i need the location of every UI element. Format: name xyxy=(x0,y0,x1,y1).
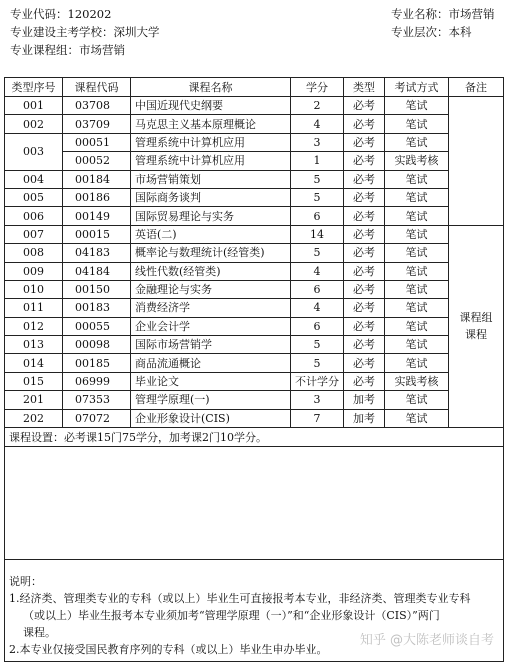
cell-credit: 2 xyxy=(291,97,344,115)
table-row xyxy=(5,152,504,170)
cell-credit: 7 xyxy=(291,409,344,427)
cell-code: 07072 xyxy=(63,409,131,427)
cell-name: 马克思主义基本原理概论 xyxy=(131,115,291,133)
cell-exam: 实践考核 xyxy=(385,372,449,390)
cell-seq: 010 xyxy=(5,280,63,298)
cell-code: 00184 xyxy=(63,170,131,188)
cell-exam: 笔试 xyxy=(385,299,449,317)
cell-type: 必考 xyxy=(344,317,385,335)
table-row xyxy=(5,225,504,243)
cell-exam: 笔试 xyxy=(385,133,449,151)
cell-name: 企业形象设计(CIS) xyxy=(131,409,291,427)
major-code: 专业代码：120202 xyxy=(10,7,112,21)
cell-exam: 笔试 xyxy=(385,354,449,372)
major-name: 专业名称：市场营销 xyxy=(391,7,495,21)
cell-name: 企业会计学 xyxy=(131,317,291,335)
table-row xyxy=(5,170,504,188)
cell-credit: 14 xyxy=(291,225,344,243)
cell-type: 必考 xyxy=(344,188,385,206)
table-header-row xyxy=(5,78,504,97)
table-row xyxy=(5,207,504,225)
cell-credit: 6 xyxy=(291,317,344,335)
cell-code: 06999 xyxy=(63,372,131,390)
cell-code: 03708 xyxy=(63,97,131,115)
remark-text-top: 课程组 xyxy=(459,311,493,325)
cell-name: 商品流通概论 xyxy=(131,354,291,372)
table-row xyxy=(5,115,504,133)
cell-type: 必考 xyxy=(344,152,385,170)
cell-exam: 笔试 xyxy=(385,280,449,298)
cell-credit: 不计学分 xyxy=(291,372,344,390)
cell-type: 必考 xyxy=(344,244,385,262)
cell-exam: 笔试 xyxy=(385,409,449,427)
cell-type: 必考 xyxy=(344,372,385,390)
cell-seq: 007 xyxy=(5,225,63,243)
cell-name: 国际市场营销学 xyxy=(131,336,291,354)
cell-exam: 笔试 xyxy=(385,391,449,409)
cell-name: 管理系统中计算机应用 xyxy=(131,152,291,170)
cell-name: 概率论与数理统计(经管类) xyxy=(131,244,291,262)
cell-exam: 笔试 xyxy=(385,336,449,354)
cell-credit: 4 xyxy=(291,299,344,317)
column-header: 学分 xyxy=(291,78,344,97)
cell-exam: 笔试 xyxy=(385,170,449,188)
column-header: 课程代码 xyxy=(63,78,131,97)
cell-code: 07353 xyxy=(63,391,131,409)
blank-area xyxy=(5,447,504,560)
cell-seq: 012 xyxy=(5,317,63,335)
table-row xyxy=(5,317,504,335)
major-level: 专业层次：本科 xyxy=(391,25,472,39)
cell-type: 必考 xyxy=(344,133,385,151)
table-row xyxy=(5,372,504,390)
cell-seq: 014 xyxy=(5,354,63,372)
notes-item-1-line-3: 课程。 xyxy=(23,626,56,640)
cell-name: 管理学原理(一) xyxy=(131,391,291,409)
notes-title: 说明： xyxy=(9,575,42,589)
cell-name: 中国近现代史纲要 xyxy=(131,97,291,115)
cell-exam: 笔试 xyxy=(385,115,449,133)
table-row xyxy=(5,280,504,298)
cell-code: 00186 xyxy=(63,188,131,206)
cell-credit: 4 xyxy=(291,262,344,280)
cell-seq: 013 xyxy=(5,336,63,354)
table-row xyxy=(5,133,504,151)
cell-name: 国际贸易理论与实务 xyxy=(131,207,291,225)
course-group: 专业课程组：市场营销 xyxy=(10,43,125,57)
table-row xyxy=(5,391,504,409)
column-header: 类型 xyxy=(344,78,385,97)
cell-credit: 6 xyxy=(291,280,344,298)
cell-name: 管理系统中计算机应用 xyxy=(131,133,291,151)
cell-exam: 笔试 xyxy=(385,97,449,115)
cell-exam: 笔试 xyxy=(385,207,449,225)
cell-name: 毕业论文 xyxy=(131,372,291,390)
cell-credit: 5 xyxy=(291,170,344,188)
cell-credit: 5 xyxy=(291,188,344,206)
cell-seq: 002 xyxy=(5,115,63,133)
cell-credit: 6 xyxy=(291,207,344,225)
cell-type: 必考 xyxy=(344,262,385,280)
cell-credit: 3 xyxy=(291,391,344,409)
column-header: 备注 xyxy=(449,78,504,97)
cell-seq: 009 xyxy=(5,262,63,280)
cell-credit: 5 xyxy=(291,354,344,372)
cell-type: 必考 xyxy=(344,299,385,317)
cell-name: 消费经济学 xyxy=(131,299,291,317)
cell-name: 市场营销策划 xyxy=(131,170,291,188)
cell-type: 必考 xyxy=(344,280,385,298)
cell-name: 线性代数(经管类) xyxy=(131,262,291,280)
remark-cell xyxy=(449,225,504,427)
cell-type: 必考 xyxy=(344,207,385,225)
cell-type: 必考 xyxy=(344,97,385,115)
cell-code: 00149 xyxy=(63,207,131,225)
cell-seq: 006 xyxy=(5,207,63,225)
blank-row xyxy=(5,447,504,560)
cell-seq: 202 xyxy=(5,409,63,427)
cell-code: 04184 xyxy=(63,262,131,280)
summary-row xyxy=(5,428,504,447)
notes-item-1-line-2: （或以上）毕业生报考本专业须加考“管理学原理（一）”和“企业形象设计（CIS）”两门 xyxy=(23,609,440,623)
cell-exam: 笔试 xyxy=(385,244,449,262)
cell-seq: 011 xyxy=(5,299,63,317)
cell-type: 加考 xyxy=(344,391,385,409)
cell-credit: 1 xyxy=(291,152,344,170)
course-summary: 课程设置：必考课15门75学分，加考课2门10学分。 xyxy=(5,428,504,447)
cell-seq: 201 xyxy=(5,391,63,409)
table-row xyxy=(5,244,504,262)
watermark: 知乎 @大陈老师谈自考 xyxy=(359,633,494,648)
cell-seq: 001 xyxy=(5,97,63,115)
column-header: 课程名称 xyxy=(131,78,291,97)
cell-credit: 4 xyxy=(291,115,344,133)
table-row xyxy=(5,354,504,372)
cell-code: 04183 xyxy=(63,244,131,262)
cell-exam: 笔试 xyxy=(385,317,449,335)
cell-seq: 008 xyxy=(5,244,63,262)
cell-name: 英语(二) xyxy=(131,225,291,243)
cell-exam: 笔试 xyxy=(385,188,449,206)
cell-code: 00185 xyxy=(63,354,131,372)
table-row xyxy=(5,262,504,280)
cell-code: 00055 xyxy=(63,317,131,335)
cell-code: 00183 xyxy=(63,299,131,317)
cell-name: 金融理论与实务 xyxy=(131,280,291,298)
table-row xyxy=(5,188,504,206)
cell-credit: 5 xyxy=(291,244,344,262)
cell-type: 必考 xyxy=(344,115,385,133)
cell-exam: 实践考核 xyxy=(385,152,449,170)
table-row xyxy=(5,97,504,115)
cell-type: 必考 xyxy=(344,336,385,354)
cell-exam: 笔试 xyxy=(385,225,449,243)
cell-type: 加考 xyxy=(344,409,385,427)
cell-type: 必考 xyxy=(344,354,385,372)
cell-seq: 015 xyxy=(5,372,63,390)
cell-code: 00051 xyxy=(63,133,131,151)
column-header: 考试方式 xyxy=(385,78,449,97)
remark-text-bottom: 课程 xyxy=(465,328,487,342)
table-row xyxy=(5,336,504,354)
cell-code: 00052 xyxy=(63,152,131,170)
cell-code: 00150 xyxy=(63,280,131,298)
cell-exam: 笔试 xyxy=(385,262,449,280)
cell-credit: 5 xyxy=(291,336,344,354)
cell-credit: 3 xyxy=(291,133,344,151)
cell-seq: 005 xyxy=(5,188,63,206)
cell-code: 00015 xyxy=(63,225,131,243)
cell-type: 必考 xyxy=(344,225,385,243)
table-row xyxy=(5,299,504,317)
remark-cell-top xyxy=(449,97,504,226)
column-header: 类型序号 xyxy=(5,78,63,97)
cell-seq: 003 xyxy=(5,133,63,170)
course-table xyxy=(4,77,504,662)
cell-code: 00098 xyxy=(63,336,131,354)
notes-item-1-line-1: 1.经济类、管理类专业的专科（或以上）毕业生可直接报考本专业，非经济类、管理类专业专科 xyxy=(9,592,471,606)
cell-code: 03709 xyxy=(63,115,131,133)
cell-type: 必考 xyxy=(344,170,385,188)
notes-item-2: 2.本专业仅接受国民教育序列的专科（或以上）毕业生申办毕业。 xyxy=(9,643,328,657)
school-name: 专业建设主考学校：深圳大学 xyxy=(10,25,160,39)
cell-seq: 004 xyxy=(5,170,63,188)
cell-name: 国际商务谈判 xyxy=(131,188,291,206)
table-row xyxy=(5,409,504,427)
